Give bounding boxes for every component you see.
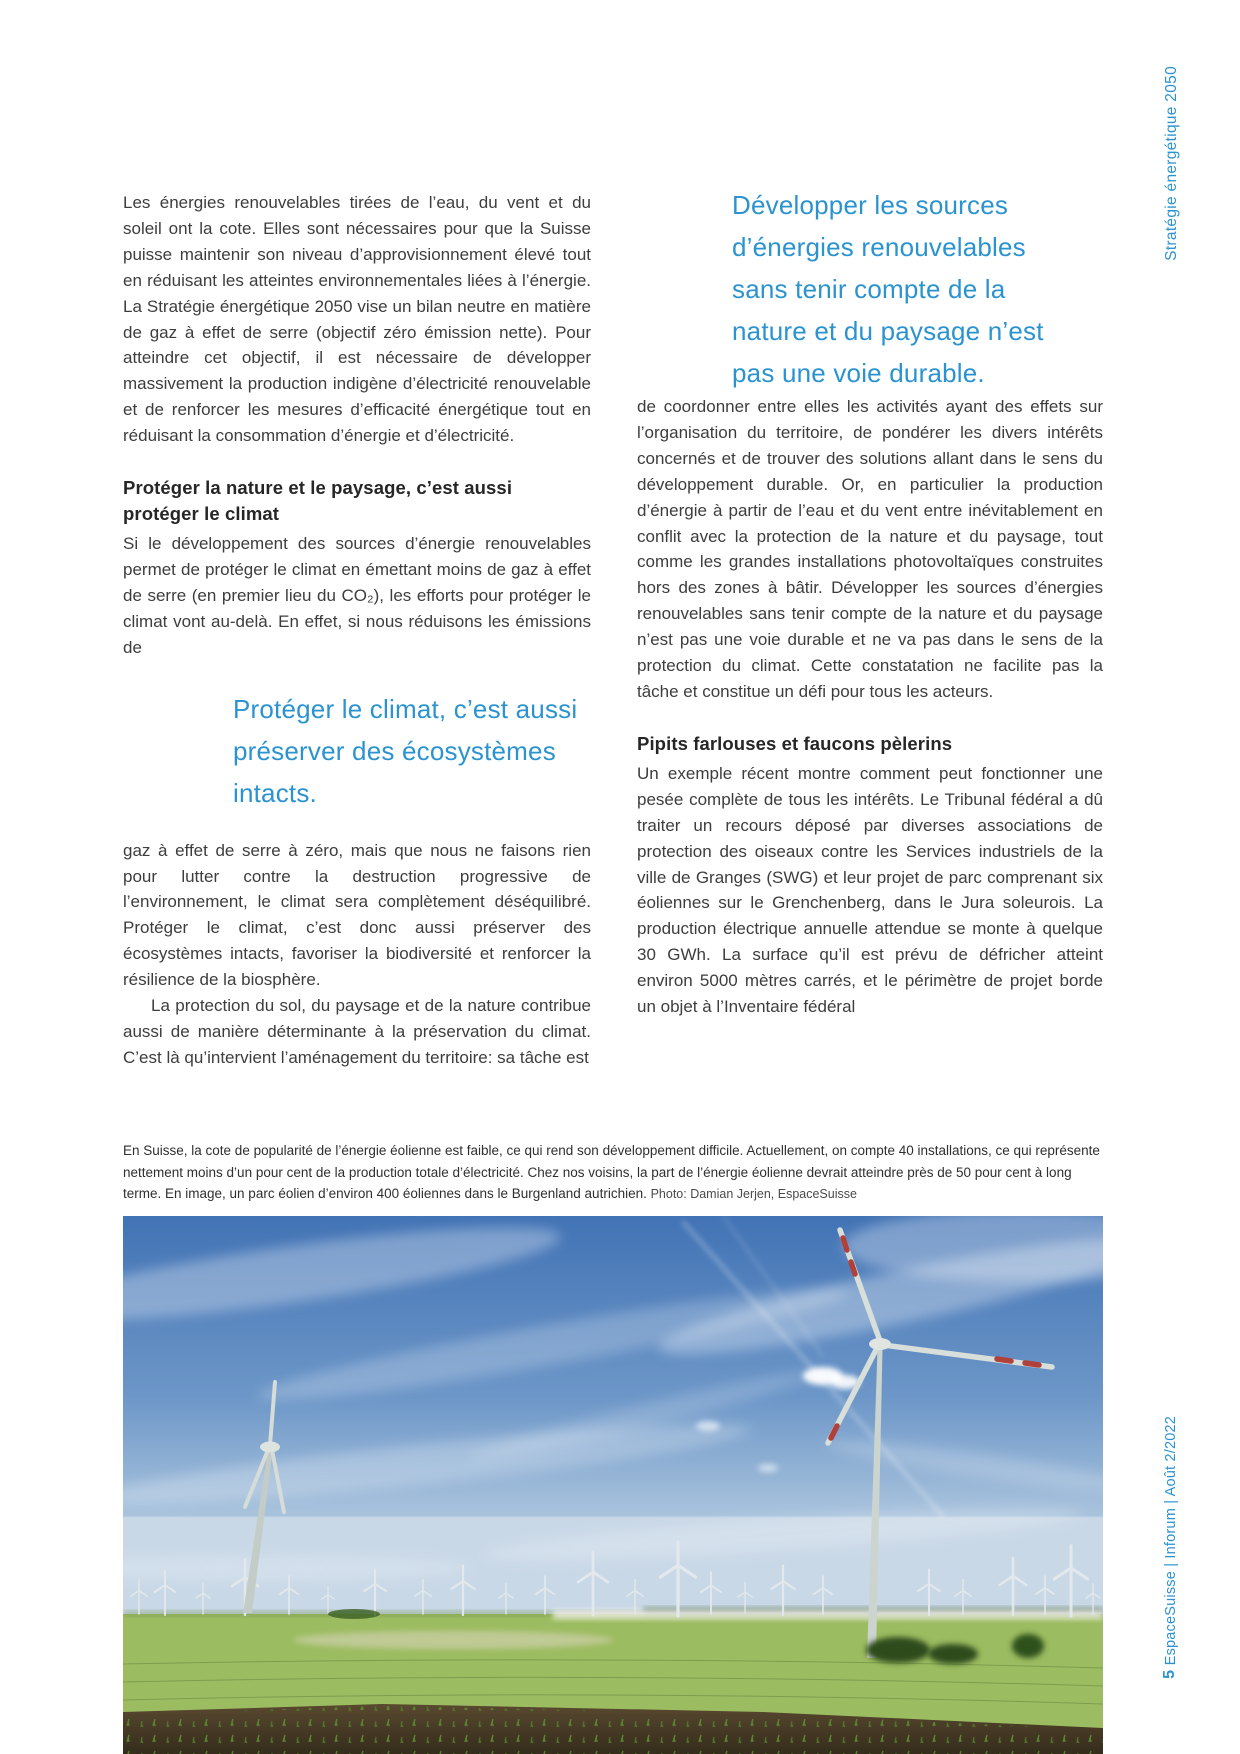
page-number: 5 xyxy=(1161,1670,1178,1679)
paragraph-before-quote: Si le développement des sources d’énergie renouvelables permet de protéger le climat en émettant moins de gaz à effet de serre (en premier lieu du CO₂), les efforts pour protéger le climat vont au-delà. En effet, si nous réduisons les émissions de xyxy=(123,534,591,657)
left-column xyxy=(123,190,591,1071)
section-heading-nature-paysage: Protéger la nature et le paysage, c’est aussi protéger le climat xyxy=(123,477,513,525)
wind-farm-photo xyxy=(123,1216,1103,1754)
pull-quote-right: Développer les sources d’énergies renouvelables sans tenir compte de la nature et du paysage n’est pas une voie durable. xyxy=(732,190,1044,388)
sidebar-topic-label: Stratégie énergétique 2050 xyxy=(1163,66,1180,261)
sidebar-issue-label: EspaceSuisse | Inforum | Août 2/2022 xyxy=(1163,1416,1179,1666)
pull-quote-left: Protéger le climat, c’est aussi préserver des écosystèmes intacts. xyxy=(233,693,578,808)
photo-credit: Photo: Damian Jerjen, EspaceSuisse xyxy=(650,1187,857,1201)
paragraph-coordination: de coordonner entre elles les activités ayant des effets sur l’organisation du territoire, de pondérer les divers intérêts concernés et de trouver des solutions allant dans le sens du développement durable. Or, en particulier la production d’énergie à partir de l’eau et du vent entre inévitablement en conflit avec la protection de la nature et du paysage, tout comme les grandes installations photovoltaïques construites hors des zones à bâtir. Développer les sources d’énergies renouvelables sans tenir compte de la nature et du paysage n’est pas une voie durable et ne va pas dans le sens de la protection du climat. Cette constatation ne facilite pas la tâche et constitue un défi pour tous les acteurs. xyxy=(637,397,1103,701)
paragraph-after-quote: gaz à effet de serre à zéro, mais que nous ne faisons rien pour lutter contre la destruction progressive de l’environnement, le climat sera complètement déséquilibré. Protéger le climat, c’est donc aussi préserver des écosystèmes intacts, favoriser la biodiversité et renforcer la résilience de la biosphère. xyxy=(123,840,591,990)
paragraph-example: Un exemple récent montre comment peut fonctionner une pesée complète de tous les intérêts. Le Tribunal fédéral a dû traiter un recours déposé par diverses associations de protection des oiseaux contre les Services industriels de la ville de Granges (SWG) et leur projet de parc comprenant six éoliennes sur le Grenchenberg, dans le Jura soleurois. La production électrique annuelle attendue se monte à quelque 30 GWh. La surface qu’il est prévu de défricher atteint environ 5000 mètres carrés, et le périmètre de projet borde un objet à l’Inventaire fédéral xyxy=(637,763,1103,1017)
caption-text: En Suisse, la cote de popularité de l’énergie éolienne est faible, ce qui rend son développement difficile. Actuellement, on compte 40 installations, ce qui représente nettement moins d’un pour cent de la production totale d’électricité. Chez nos voisins, la part de l’énergie éolienne devrait atteindre près de 50 pour cent à long terme. En image, un parc éolien d’environ 400 éoliennes dans le Burgenland autrichien. xyxy=(123,1143,1100,1201)
photo-caption xyxy=(123,1140,1103,1206)
right-column xyxy=(637,182,1103,1020)
lead-paragraph: Les énergies renouvelables tirées de l’eau, du vent et du soleil ont la cote. Elles sont nécessaires pour que la Suisse puisse maintenir son niveau d’approvisionnement élevé tout en réduisant les atteintes environnementales liées à l’énergie. La Stratégie énergétique 2050 vise un bilan neutre en matière de gaz à effet de serre (objectif zéro émission nette). Pour atteindre cet objectif, il est nécessaire de développer massivement la production indigène d’électricité renouvelable et de renforcer les mesures d’efficacité énergétique tout en réduisant la consommation d’énergie et d’électricité. xyxy=(123,193,591,446)
paragraph-planning: La protection du sol, du paysage et de la nature contribue aussi de manière déterminante à la préservation du climat. C’est là qu’intervient l’aménagement du territoire: sa tâche est xyxy=(123,996,591,1067)
section-heading-pipits: Pipits farlouses et faucons pèlerins xyxy=(637,732,953,754)
